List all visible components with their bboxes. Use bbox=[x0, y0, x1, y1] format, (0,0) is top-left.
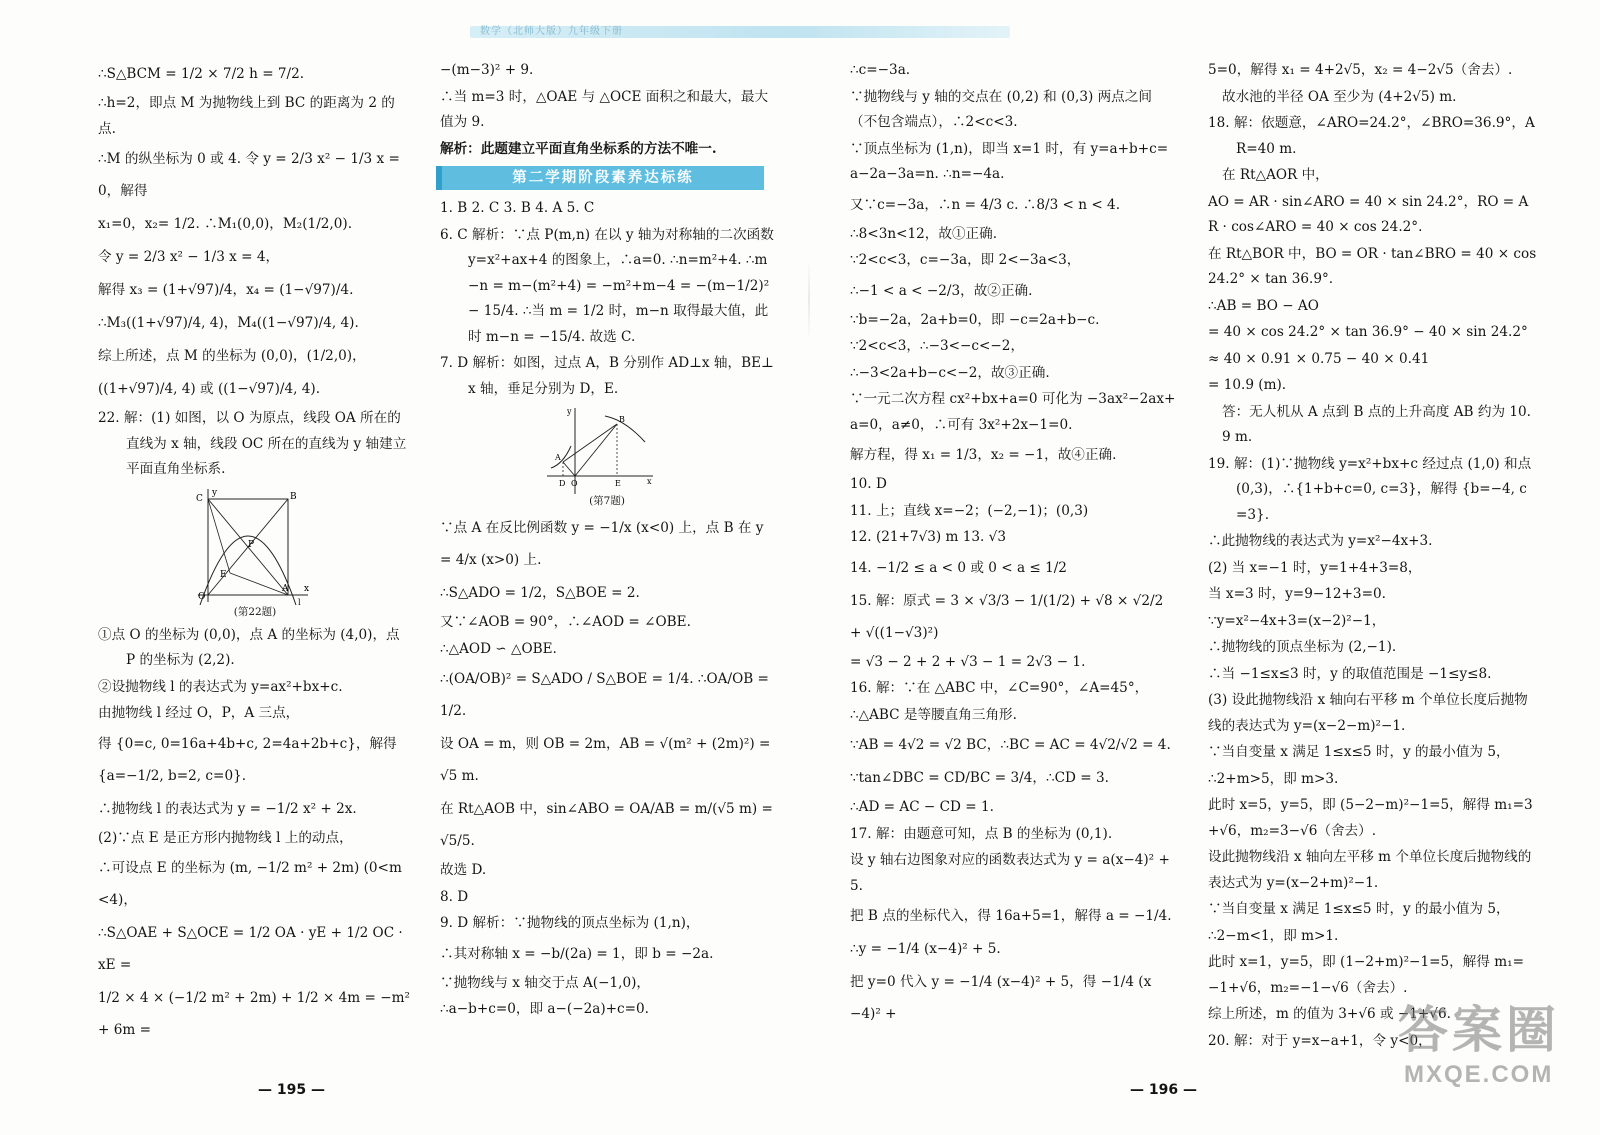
text-line: ∴抛物线 l 的表达式为 y = −1/2 x² + 2x. bbox=[98, 800, 357, 817]
text-line: 12. (21+7√3) m 13. √3 bbox=[850, 529, 1006, 545]
text-line: 16. 解：∵在 △ABC 中，∠C=90°，∠A=45°， bbox=[850, 680, 1149, 696]
svg-text:y: y bbox=[212, 487, 218, 498]
text-line: 解方程，得 x₁ = 1/3，x₂ = −1，故④正确. bbox=[850, 447, 1117, 463]
text-line: = √3 − 2 + 2 + √3 − 1 = 2√3 − 1. bbox=[850, 653, 1086, 670]
svg-text:E: E bbox=[615, 479, 621, 488]
text-line: ∴a−b+c=0，即 a−(−2a)+c=0. bbox=[440, 1001, 650, 1017]
svg-text:O: O bbox=[198, 591, 206, 602]
text-line: ∵2<c<3，c=−3a，即 2<−3a<3， bbox=[850, 252, 1081, 268]
text-line: ∴S△OAE + S△OCE = 1/2 OA · yE + 1/2 OC · xE = bbox=[98, 925, 403, 973]
figure-22-diagram bbox=[178, 487, 318, 607]
svg-text:x: x bbox=[304, 583, 310, 594]
answers-1-5: 1. B 2. C 3. B 4. A 5. C bbox=[440, 200, 595, 216]
text-line: 此时 x=1，y=5，即 (1−2+m)²−1=5，解得 m₁=−1+√6，m₂=−1−√6（舍去）. bbox=[1208, 954, 1524, 996]
page-number-right: — 196 — bbox=[1130, 1082, 1197, 1098]
problem-22-intro: 22. 解：(1) 如图，以 O 为原点，线段 OA 所在的直线为 x 轴，线段 OC 所在的直线为 y 轴建立平面直角坐标系. bbox=[98, 410, 407, 477]
problem-6: 6. C 解析：∵点 P(m,n) 在以 y 轴为对称轴的二次函数 y=x²+ax+4 的图象上，∴a=0. ∴n=m²+4. ∴m−n = m−(m²+4) = −m²+m−4 = −(m−1/2)² − 15/4. ∴当 m = 1/2 时，m−n 取得最大值，此时 m−n = −15/4. 故选 C. bbox=[440, 226, 774, 345]
svg-text:O: O bbox=[571, 479, 578, 488]
watermark-url: MXQE.COM bbox=[1404, 1061, 1554, 1088]
book-spine-shadow bbox=[808, 260, 810, 340]
text-line: ∵抛物线与 y 轴的交点在 (0,2) 和 (0,3) 两点之间（不包含端点），∴2<c<3. bbox=[850, 88, 1152, 130]
text-line: = 40 × cos 24.2° × tan 36.9° − 40 × sin 24.2° bbox=[1208, 324, 1528, 340]
text-line: ∴M 的纵坐标为 0 或 4. 令 y = 2/3 x² − 1/3 x = 0，解得 bbox=[98, 151, 400, 199]
text-line: ∴c=−3a. bbox=[850, 62, 911, 78]
text-line: 在 Rt△AOR 中， bbox=[1222, 167, 1329, 183]
figure-7-caption: (第7题) bbox=[589, 495, 625, 507]
text-line: 18. 解：依题意，∠ARO=24.2°，∠BRO=36.9°，AR=40 m. bbox=[1208, 115, 1535, 157]
svg-text:l: l bbox=[298, 597, 301, 607]
text-line: 在 Rt△BOR 中，BO = OR · tan∠BRO = 40 × cos 24.2° × tan 36.9°. bbox=[1208, 245, 1537, 287]
text-line: ∴h=2，即点 M 为抛物线上到 BC 的距离为 2 的点. bbox=[98, 95, 395, 137]
text-line: ∵顶点坐标为 (1,n)，即当 x=1 时，有 y=a+b+c=a−2a−3a=n. ∴n=−4a. bbox=[850, 140, 1169, 182]
text-line: ∴△AOD ∽ △OBE. bbox=[440, 640, 557, 657]
text-line: ∴8<3n<12，故①正确. bbox=[850, 225, 998, 242]
svg-text:y: y bbox=[567, 407, 572, 416]
text-line: 在 Rt△AOB 中，sin∠ABO = OA/AB = m/(√5 m) = √5/5. bbox=[440, 801, 773, 849]
svg-text:C: C bbox=[196, 493, 203, 504]
text-line: 故水池的半径 OA 至少为 (4+2√5) m. bbox=[1222, 88, 1457, 105]
svg-text:B: B bbox=[619, 415, 625, 424]
watermark-logo bbox=[1398, 1000, 1598, 1110]
text-line: ≈ 40 × 0.91 × 0.75 − 40 × 0.41 bbox=[1208, 350, 1430, 367]
text-line: 14. −1/2 ≤ a < 0 或 0 < a ≤ 1/2 bbox=[850, 559, 1067, 576]
text-line: ②设抛物线 l 的表达式为 y=ax²+bx+c. bbox=[98, 678, 343, 695]
text-line: 8. D bbox=[440, 888, 469, 905]
page-number-left: — 195 — bbox=[258, 1082, 325, 1098]
text-line: ∴(OA/OB)² = S△ADO / S△BOE = 1/4. ∴OA/OB = 1/2. bbox=[440, 671, 769, 719]
figure-7-diagram bbox=[545, 406, 655, 496]
text-line: x₁=0，x₂= 1/2. ∴M₁(0,0)，M₂(1/2,0). bbox=[98, 216, 353, 232]
text-line: ∵b=−2a，2a+b=0，即 −c=2a+b−c. bbox=[850, 311, 1100, 328]
text-line: ∴y = −1/4 (x−4)² + 5. bbox=[850, 941, 1001, 957]
text-line: (3) 设此抛物线沿 x 轴向右平移 m 个单位长度后抛物线的表达式为 y=(x−2−m)²−1. bbox=[1208, 692, 1528, 734]
svg-text:x: x bbox=[647, 477, 652, 486]
text-line: = 10.9 (m). bbox=[1208, 377, 1287, 393]
text-line: ∵点 A 在反比例函数 y = −1/x (x<0) 上，点 B 在 y = 4/x (x>0) 上. bbox=[440, 520, 764, 568]
text-line: 答：无人机从 A 点到 B 点的上升高度 AB 约为 10.9 m. bbox=[1222, 403, 1531, 445]
text-line: ∴M₃((1+√97)/4, 4)，M₄((1−√97)/4, 4). bbox=[98, 315, 359, 331]
text-line: ∵y=x²−4x+3=(x−2)²−1， bbox=[1208, 612, 1386, 629]
text-line: −(m−3)² + 9. bbox=[440, 62, 534, 78]
text-line: ∵2<c<3，∴−3<−c<−2， bbox=[850, 338, 1025, 354]
text-line: 11. 上；直线 x=−2；(−2,−1)；(0,3) bbox=[850, 502, 1089, 519]
text-line: 得 {0=c, 0=16a+4b+c, 2=4a+2b+c}，解得 {a=−1/2, b=2, c=0}. bbox=[98, 735, 397, 784]
text-line: 1/2 × 4 × (−1/2 m² + 2m) + 1/2 × 4m = −m² + 6m = bbox=[98, 990, 410, 1038]
text-line: 又∵∠AOB = 90°，∴∠AOD = ∠OBE. bbox=[440, 614, 691, 630]
svg-text:A: A bbox=[555, 453, 561, 462]
column-1 bbox=[98, 58, 412, 1047]
text-line: 令 y = 2/3 x² − 1/3 x = 4， bbox=[98, 249, 280, 265]
text-line: ∴当 −1≤x≤3 时，y 的取值范围是 −1≤y≤8. bbox=[1208, 665, 1492, 682]
text-line: 把 B 点的坐标代入，得 16a+5=1，解得 a = −1/4. bbox=[850, 908, 1172, 924]
text-line: 17. 解：由题意可知，点 B 的坐标为 (0,1). bbox=[850, 825, 1113, 842]
text-line: ∴S△ADO = 1/2，S△BOE = 2. bbox=[440, 585, 640, 601]
svg-text:D: D bbox=[559, 479, 566, 488]
text-line: ∴−3<2a+b−c<−2，故③正确. bbox=[850, 364, 1050, 381]
text-line: ∴AB = BO − AO bbox=[1208, 297, 1319, 314]
column-3 bbox=[850, 58, 1176, 1031]
text-line: 5=0，解得 x₁ = 4+2√5，x₂ = 4−2√5（舍去）. bbox=[1208, 62, 1513, 78]
problem-7: 7. D 解析：如图，过点 A，B 分别作 AD⊥x 轴，BE⊥x 轴，垂足分别为 D，E. bbox=[440, 355, 774, 397]
text-line: ∴2+m>5，即 m>3. bbox=[1208, 770, 1339, 787]
text-line: ∵当自变量 x 满足 1≤x≤5 时，y 的最小值为 5， bbox=[1208, 901, 1510, 917]
text-line: 10. D bbox=[850, 476, 887, 492]
text-line: 设 y 轴右边图象对应的函数表达式为 y = a(x−4)² + 5. bbox=[850, 852, 1170, 894]
text-line: ∴当 m=3 时，△OAE 与 △OCE 面积之和最大，最大值为 9. bbox=[440, 88, 769, 130]
text-line: ∵当自变量 x 满足 1≤x≤5 时，y 的最小值为 5， bbox=[1208, 744, 1510, 760]
column-4 bbox=[1208, 58, 1538, 1055]
text-line: ∵抛物线与 x 轴交于点 A(−1,0)， bbox=[440, 974, 650, 991]
watermark-title: 答案圈 bbox=[1398, 1002, 1560, 1058]
text-line: ∴此抛物线的表达式为 y=x²−4x+3. bbox=[1208, 533, 1433, 549]
text-line: ∵tan∠DBC = CD/BC = 3/4，∴CD = 3. bbox=[850, 770, 1109, 786]
text-line: 故选 D. bbox=[440, 862, 487, 878]
text-line: ∴S△BCM = 1/2 × 7/2 h = 7/2. bbox=[98, 66, 305, 82]
text-line: 9. D 解析：∵抛物线的顶点坐标为 (1,n)， bbox=[440, 915, 700, 931]
text-line: ∴△ABC 是等腰直角三角形. bbox=[850, 706, 1017, 723]
text-line: ∴可设点 E 的坐标为 (m, −1/2 m² + 2m) (0<m<4)， bbox=[98, 860, 402, 908]
text-line: ∴2−m<1，即 m>1. bbox=[1208, 927, 1339, 944]
text-line: 15. 解：原式 = 3 × √3/3 − 1/(1/2) + √8 × √2/2 + √((1−√3)²) bbox=[850, 592, 1164, 641]
figure-22-caption: (第22题) bbox=[233, 605, 277, 618]
text-line: ∵AB = 4√2 = √2 BC，∴BC = AC = 4√2/√2 = 4. bbox=[850, 737, 1171, 753]
text-line: ∴−1 < a < −2/3，故②正确. bbox=[850, 282, 1033, 299]
svg-text:P: P bbox=[248, 539, 255, 550]
text-line: 解析：此题建立平面直角坐标系的方法不唯一. bbox=[440, 140, 717, 157]
column-2 bbox=[440, 58, 774, 1024]
text-line: AO = AR · sin∠ARO = 40 × sin 24.2°，RO = AR · cos∠ARO = 40 × cos 24.2°. bbox=[1208, 193, 1529, 235]
page-header-text: 数学（北师大版）九年级下册 bbox=[480, 26, 623, 37]
text-line: ((1+√97)/4, 4) 或 ((1−√97)/4, 4). bbox=[98, 381, 321, 397]
text-line: ∴抛物线的顶点坐标为 (2,−1). bbox=[1208, 639, 1397, 655]
page-header-band bbox=[470, 26, 1010, 38]
text-line: 当 x=3 时，y=9−12+3=0. bbox=[1208, 586, 1386, 602]
text-line: 此时 x=5，y=5，即 (5−2−m)²−1=5，解得 m₁=3+√6，m₂=3−√6（舍去）. bbox=[1208, 797, 1533, 839]
text-line: 综上所述，点 M 的坐标为 (0,0)，(1/2,0)， bbox=[98, 348, 366, 364]
svg-text:A: A bbox=[282, 583, 289, 594]
text-line: ∴其对称轴 x = −b/(2a) = 1，即 b = −2a. bbox=[440, 945, 714, 962]
text-line: (2)∵点 E 是正方形内抛物线 l 上的动点， bbox=[98, 829, 353, 846]
text-line: 又∵c=−3a，∴n = 4/3 c. ∴8/3 < n < 4. bbox=[850, 196, 1121, 213]
section-title: 第二学期阶段素养达标练 bbox=[436, 166, 764, 190]
text-line: 由抛物线 l 经过 O，P，A 三点， bbox=[98, 705, 300, 721]
text-line: 20. 解：对于 y=x−a+1，令 y<0， bbox=[1208, 1032, 1432, 1049]
figure-7 bbox=[440, 406, 774, 508]
text-line: 设此抛物线沿 x 轴向左平移 m 个单位长度后抛物线的表达式为 y=(x−2+m)²−1. bbox=[1208, 849, 1532, 891]
text-line: 19. 解：(1)∵抛物线 y=x²+bx+c 经过点 (1,0) 和点 (0,3)，∴{1+b+c=0, c=3}，解得 {b=−4, c=3}. bbox=[1208, 455, 1532, 523]
text-line: 解得 x₃ = (1+√97)/4，x₄ = (1−√97)/4. bbox=[98, 282, 354, 298]
text-line: 综上所述，m 的值为 3+√6 或 −1+√6. bbox=[1208, 1006, 1451, 1022]
svg-text:B: B bbox=[290, 491, 297, 502]
text-line: ∴AD = AC − CD = 1. bbox=[850, 799, 994, 815]
text-line: 把 y=0 代入 y = −1/4 (x−4)² + 5，得 −1/4 (x−4)² + bbox=[850, 974, 1152, 1022]
figure-22 bbox=[98, 487, 412, 619]
text-line: (2) 当 x=−1 时，y=1+4+3=8， bbox=[1208, 559, 1422, 576]
text-line: 设 OA = m，则 OB = 2m，AB = √(m² + (2m)²) = √5 m. bbox=[440, 736, 771, 784]
text-line: ①点 O 的坐标为 (0,0)，点 A 的坐标为 (4,0)，点 P 的坐标为 (2,2). bbox=[98, 626, 400, 668]
svg-text:E: E bbox=[220, 569, 227, 580]
text-line: ∵一元二次方程 cx²+bx+a=0 可化为 −3ax²−2ax+a=0，a≠0，∴可有 3x²+2x−1=0. bbox=[850, 391, 1176, 433]
